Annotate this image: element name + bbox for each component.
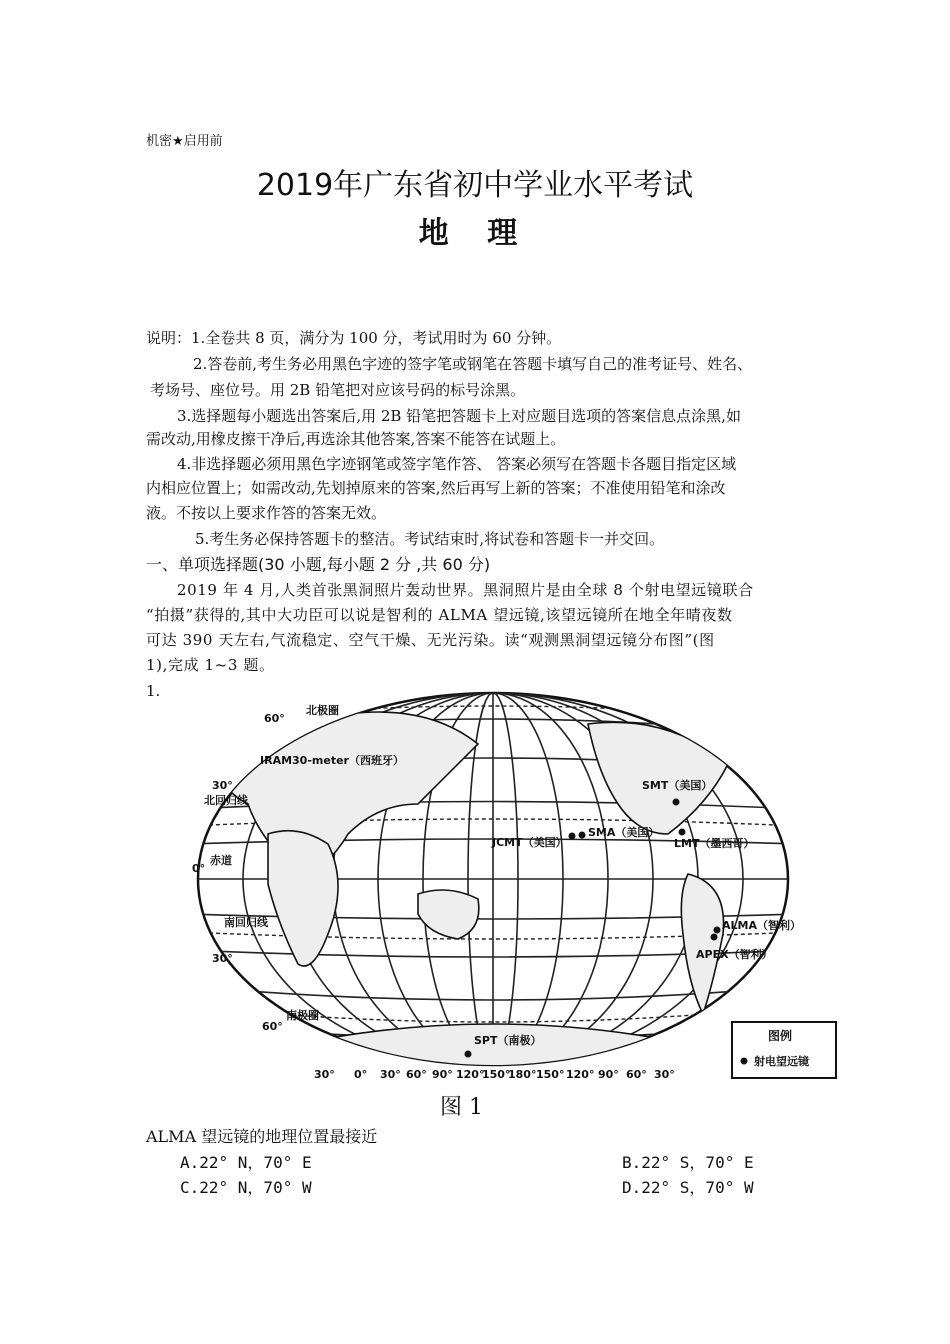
circle-label: 北极圈 bbox=[306, 704, 339, 717]
figure-caption: 图 1 bbox=[440, 1095, 483, 1120]
option-a[interactable]: A.22° N，70° E bbox=[180, 1153, 312, 1172]
lat-label: 30° bbox=[212, 779, 233, 792]
lon-label: 30° bbox=[314, 1068, 335, 1081]
question-text: ALMA 望远镜的地理位置最接近 bbox=[146, 1127, 378, 1146]
lon-label: 120° bbox=[456, 1068, 485, 1081]
instruction-line: 说明：1.全卷共 8 页，满分为 100 分，考试用时为 60 分钟。 bbox=[146, 329, 562, 347]
lon-label: 120° bbox=[566, 1068, 595, 1081]
instruction-line: 内相应位置上；如需改动,先划掉原来的答案,然后再写上新的答案；不准使用铅笔和涂改 bbox=[146, 479, 726, 497]
telescope-label-spt: SPT（南极） bbox=[474, 1034, 542, 1047]
passage-line: 可达 390 天左右,气流稳定、空气干燥、无光污染。读“观测黑洞望远镜分布图”(图 bbox=[146, 631, 715, 649]
lon-label: 30° bbox=[380, 1068, 401, 1081]
telescope-label-iram: IRAM30-meter（西班牙） bbox=[260, 754, 404, 767]
lat-label: 30° bbox=[212, 952, 233, 965]
telescope-marker bbox=[465, 1051, 472, 1058]
telescope-label-apex: APEX（智利） bbox=[696, 948, 773, 961]
confidential-mark: 机密★启用前 bbox=[146, 134, 223, 149]
legend-title: 图例 bbox=[768, 1029, 793, 1043]
telescope-label-smt: SMT（美国） bbox=[642, 779, 713, 792]
option-b[interactable]: B.22° S，70° E bbox=[622, 1153, 754, 1172]
telescope-marker bbox=[673, 799, 680, 806]
telescope-label-alma: ALMA（智利） bbox=[722, 919, 801, 932]
instruction-line: 2.答卷前,考生务必用黑色字迹的签字笔或钢笔在答题卡填写自己的准考证号、姓名、 bbox=[193, 355, 753, 373]
exam-title: 2019年广东省初中学业水平考试 bbox=[256, 168, 694, 203]
lat-label: 60° bbox=[262, 1020, 283, 1033]
passage-line: 1),完成 1~3 题。 bbox=[146, 656, 275, 674]
world-map-figure bbox=[148, 684, 848, 1084]
lon-label: 60° bbox=[626, 1068, 647, 1081]
question-number: 1. bbox=[146, 682, 161, 700]
circle-label: 南极圈 bbox=[286, 1009, 319, 1022]
lat-label: 60° bbox=[264, 712, 285, 725]
lon-label: 0° bbox=[354, 1068, 368, 1081]
lon-label: 90° bbox=[432, 1068, 453, 1081]
option-c[interactable]: C.22° N，70° W bbox=[180, 1178, 312, 1197]
telescope-marker bbox=[569, 833, 576, 840]
instruction-line: 液。不按以上要求作答的答案无效。 bbox=[146, 504, 387, 522]
instruction-line: 3.选择题每小题选出答案后,用 2B 铅笔把答题卡上对应题目选项的答案信息点涂黑,如 bbox=[177, 407, 741, 425]
option-d[interactable]: D.22° S，70° W bbox=[622, 1178, 754, 1197]
telescope-marker bbox=[714, 927, 721, 934]
passage-line: “拍摄”获得的,其中大功臣可以说是智利的 ALMA 望远镜,该望远镜所在地全年晴夜数 bbox=[146, 606, 733, 624]
circle-label: 南回归线 bbox=[224, 916, 268, 929]
lon-label: 30° bbox=[654, 1068, 675, 1081]
legend-marker-icon bbox=[741, 1058, 748, 1065]
lon-label: 150° bbox=[536, 1068, 565, 1081]
circle-label: 赤道 bbox=[210, 854, 232, 867]
lon-label: 60° bbox=[406, 1068, 427, 1081]
telescope-marker bbox=[579, 832, 586, 839]
circle-label: 北回归线 bbox=[204, 794, 248, 807]
lat-label: 0° bbox=[192, 862, 206, 875]
telescope-label-sma: SMA（美国） bbox=[588, 826, 660, 839]
passage-line: 2019 年 4 月,人类首张黑洞照片轰动世界。黑洞照片是由全球 8 个射电望远镜联合 bbox=[177, 581, 754, 599]
telescope-marker bbox=[679, 829, 686, 836]
instruction-line: 需改动,用橡皮擦干净后,再选涂其他答案,答案不能答在试题上。 bbox=[146, 430, 566, 448]
section-heading: 一、单项选择题(30 小题,每小题 2 分 ,共 60 分) bbox=[146, 555, 491, 574]
instruction-line: 4.非选择题必须用黑色字迹钢笔或签字笔作答、 答案必须写在答题卡各题目指定区域 bbox=[177, 455, 737, 473]
legend-item: 射电望远镜 bbox=[754, 1055, 809, 1068]
lon-label: 180° bbox=[508, 1068, 537, 1081]
telescope-marker bbox=[711, 934, 718, 941]
lon-label: 150° bbox=[482, 1068, 511, 1081]
subject-title: 地 理 bbox=[418, 216, 532, 251]
instruction-line: 5.考生务必保持答题卡的整洁。考试结束时,将试卷和答题卡一并交回。 bbox=[195, 530, 665, 548]
map-legend bbox=[732, 1022, 836, 1078]
telescope-label-lmt: LMT（墨西哥） bbox=[674, 837, 755, 850]
telescope-label-jcmt: JCMT（美国） bbox=[492, 836, 567, 849]
instruction-line: 考场号、座位号。用 2B 铅笔把对应该号码的标号涂黑。 bbox=[150, 381, 526, 399]
lon-label: 90° bbox=[598, 1068, 619, 1081]
